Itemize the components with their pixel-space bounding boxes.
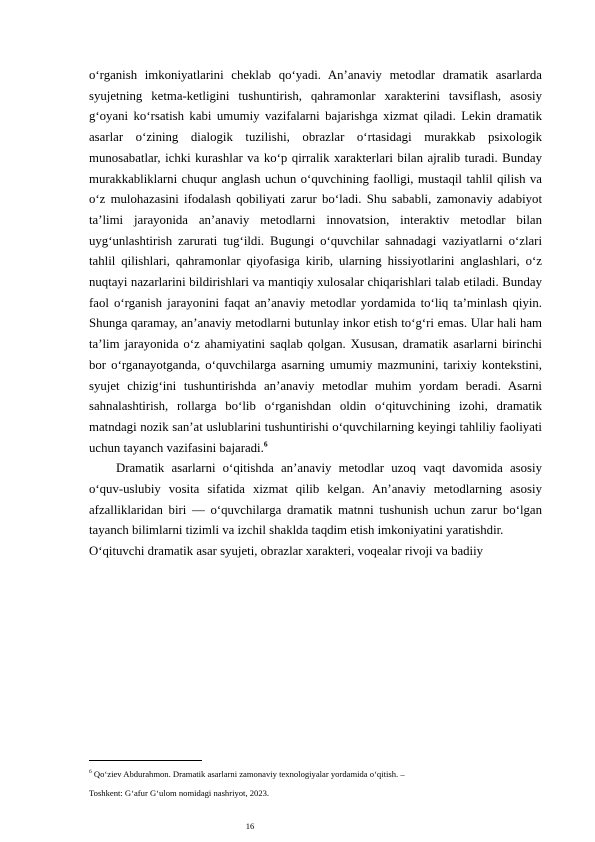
paragraph-2: Dramatik asarlarni o‘qitishda an’anaviy metodlar uzoq vaqt davomida asosiy o‘quv-uslubiy vosita sifatida xizmat qilib kelgan. An’anaviy metodlarning asosiy afzalliklaridan biri — o‘quvchilarga dramatik matnni tushunish uchun zarur bo‘lgan tayanch bilimlarni tizimli va izchil shaklda taqdim etish imkoniyatini yaratishdir. [89,461,542,538]
body-text [89,65,542,562]
page-number: 16 [245,821,255,831]
footnote-separator [89,760,202,761]
footnote [89,765,542,802]
paragraph-3: O‘qituvchi dramatik asar syujeti, obrazlar xarakteri, voqealar rivoji va badiiy [89,544,484,559]
footnote-reference[interactable]: 6 [263,439,268,449]
footnote-text-1: Qo‘ziev Abdurahmon. Dramatik asarlarni zamonaviy texnologiyalar yordamida o‘qitish. – [93,769,405,779]
footnote-line-1 [89,765,542,784]
paragraph-1-text: o‘rganish imkoniyatlarini cheklab qo‘yadi. An’anaviy metodlar dramatik asarlarda syujetning ketma-ketligini tushuntirish, qahramonlar xarakterini tavsiflash, asosiy g‘oyani ko‘rsatish kabi umumiy vazifalarni bajarishga xizmat qiladi. Lekin dramatik asarlar o‘zining dialogik tuzilishi, obrazlar o‘rtasidagi murakkab psixologik munosabatlar, ichki kurashlar va ko‘p qirralik xarakterlari bilan ajralib turadi. Bunday murakkabliklarni chuqur anglash uchun o‘quvchining faolligi, mustaqil tahlil qilish va o‘z mulohazasini ifodalash qobiliyati zarur bo‘ladi. Shu sababli, zamonaviy adabiyot ta’limi jarayonida an’anaviy metodlarni innovatsion, interaktiv metodlar bilan uyg‘unlashtirish zarurati tug‘ildi. Bugungi o‘quvchilar sahnadagi vaziyatlarni o‘zlari tahlil qilishlari, qahramonlar qiyofasiga kirib, ularning hissiyotlarini anglashlari, o‘z nuqtayi nazarlarini bildirishlari va mantiqiy xulosalar chiqarishlari talab etiladi. Bunday faol o‘rganish jarayonini faqat an’anaviy metodlar yordamida to‘liq ta’minlash qiyin. Shunga qaramay, an’anaviy metodlarni butunlay inkor etish to‘g‘ri emas. Ular hali ham ta’lim jarayonida o‘z ahamiyatini saqlab qolgan. Xususan, dramatik asarlarni birinchi bor o‘rganayotganda, o‘quvchilarga asarning umumiy mazmunini, tarixiy kontekstini, syujet chizig‘ini tushuntirishda an’anaviy metodlar muhim yordam beradi. Asarni sahnalashtirish, rollarga bo‘lib o‘rganishdan oldin o‘qituvchining izohi, dramatik matndagi nozik san’at uslublarini tushuntirishi o‘quvchilarning keyingi tahliliy faoliyati uchun tayanch vazifasini bajaradi. [89,68,542,455]
footnote-line-2: Toshkent: G‘afur G‘ulom nomidagi nashriyot, 2023. [89,787,270,798]
paragraph-1 [89,65,542,458]
footnote-number: 6 [89,769,92,776]
